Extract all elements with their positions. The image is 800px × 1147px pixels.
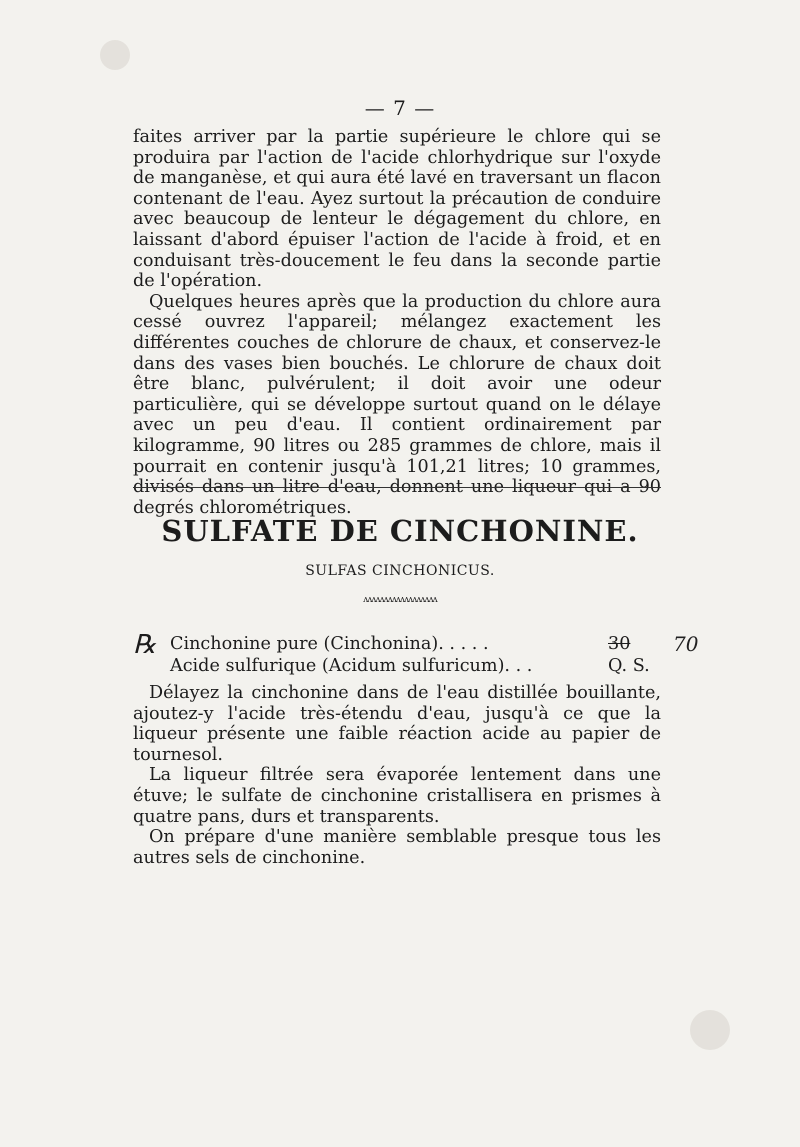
- bottom-text-block: [133, 683, 661, 868]
- handwritten-quantity: 70: [673, 632, 699, 656]
- ingredient-name: Cinchonine pure (Cinchonina). . . . .: [170, 634, 489, 654]
- ornament-divider: ʌʌʌʌʌʌʌʌʌʌʌʌʌʌʌʌʌʌ: [363, 595, 437, 605]
- section-divider: [133, 487, 661, 488]
- paragraph: Délayez la cinchonine dans de l'eau distillée bouillante, ajoutez-y l'acide très-étendu d'eau, jusqu'à ce que la liqueur présente une faible réaction acide au papier de tournesol.: [133, 683, 661, 765]
- paragraph: La liqueur filtrée sera évaporée lentement dans une étuve; le sulfate de cinchonine cristallisera en prismes à quatre pans, durs et transparents.: [133, 765, 661, 827]
- page-number: — 7 —: [364, 96, 436, 120]
- paragraph: faites arriver par la partie supérieure le chlore qui se produira par l'action de l'acide chlorhydrique sur l'oxyde de manganèse, et qui aura été lavé en traversant un flacon contenant de l'eau. Ayez surtout la précaution de conduire avec beaucoup de lenteur le dégagement du chlore, en laissant d'abord épuiser l'action de l'acide à froid, et en conduisant très-doucement le feu dans la seconde partie de l'opération.: [133, 127, 661, 292]
- ingredient-name: Acide sulfurique (Acidum sulfuricum). . .: [170, 656, 533, 676]
- paper-stain: [100, 40, 130, 70]
- section-title: SULFATE DE CINCHONINE.: [161, 514, 639, 548]
- recipe-symbol-icon: ℞: [133, 630, 157, 660]
- top-text-block: [133, 127, 661, 518]
- paragraph: Quelques heures après que la production du chlore aura cessé ouvrez l'appareil; mélangez exactement les différentes couches de chlorure de chaux, et conservez-le dans des vases bien bouchés. Le chlorure de chaux doit être blanc, pulvérulent; il doit avoir une odeur particulière, qui se développe surtout quand on le délaye avec un peu d'eau. Il contient ordinairement par kilogramme, 90 litres ou 285 grammes de chlore, mais il pourrait en contenir jusqu'à 101,21 litres; 10 grammes, divisés dans un litre d'eau, donnent une liqueur qui a 90 degrés chlorométriques.: [133, 291, 661, 518]
- recipe: [133, 630, 699, 678]
- paper-stain: [690, 1010, 730, 1050]
- ingredient-quantity: 30: [608, 634, 631, 654]
- ingredient-quantity: Q. S.: [608, 656, 650, 676]
- recipe-line: [133, 656, 661, 678]
- paragraph: On prépare d'une manière semblable presque tous les autres sels de cinchonine.: [133, 827, 661, 868]
- section-subtitle: SULFAS CINCHONICUS.: [305, 563, 495, 579]
- recipe-line: [133, 630, 699, 660]
